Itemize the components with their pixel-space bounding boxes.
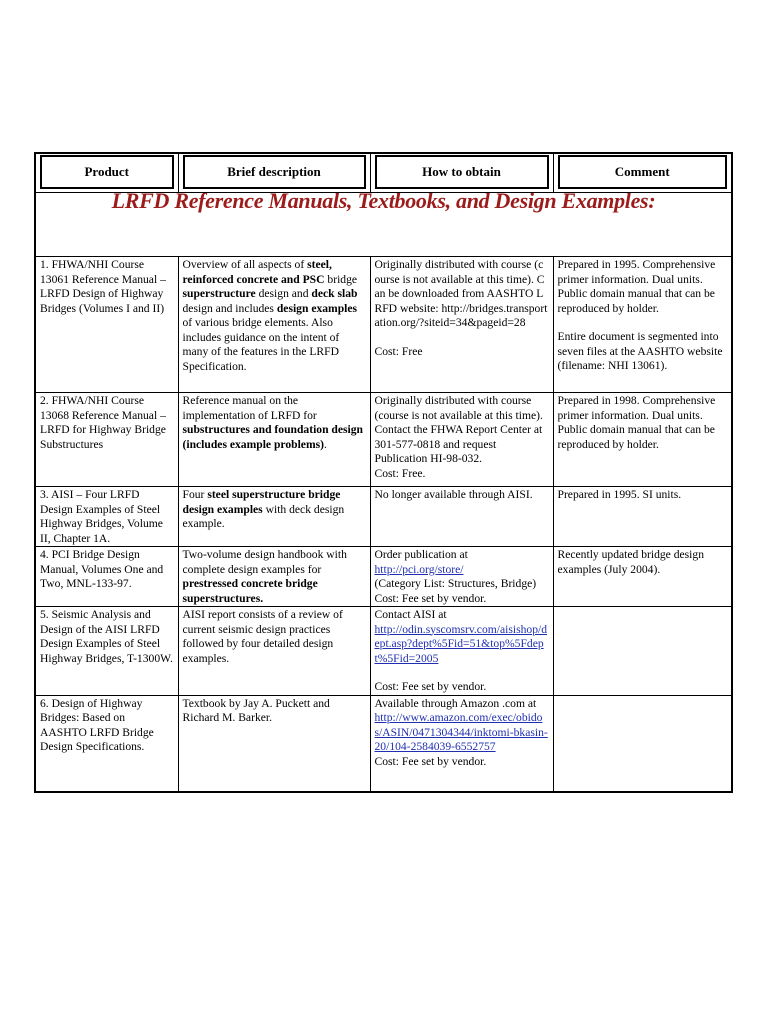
description-text: design and [255, 287, 312, 300]
header-how-to-obtain: How to obtain [370, 153, 553, 193]
product-cell: 4. PCI Bridge Design Manual, Volumes One and Two, MNL-133-97. [35, 547, 178, 607]
obtain-category: (Category List: Structures, Bridge) [374, 577, 537, 590]
cost-text: Cost: Free. [374, 466, 426, 480]
header-product: Product [35, 153, 178, 193]
section-row [35, 193, 732, 257]
description-text: . [324, 437, 327, 451]
pci-store-link[interactable]: http://pci.org/store/ [374, 562, 464, 576]
obtain-text: Originally distributed with course (course is not available at this time). Can be downloaded from AASHTO LRFD website: http://bridges.transportation.org/?siteid=34&pageid=28 [374, 258, 548, 329]
comment-cell: Recently updated bridge design examples (July 2004). [553, 547, 732, 607]
description-cell [178, 393, 370, 487]
description-cell [178, 695, 370, 792]
obtain-cell [370, 607, 553, 696]
description-text: with deck design example. [182, 502, 345, 530]
cost-text: Cost: Fee set by vendor. [374, 591, 487, 605]
description-cell [178, 487, 370, 547]
description-bold-text: design examples [276, 301, 358, 315]
description-bold-text: superstructure [182, 287, 256, 300]
table-row [35, 257, 732, 393]
description-text: AISI report consists of a review of current seismic design practices followed by four detailed design examples. [182, 608, 343, 665]
table-row [35, 393, 732, 487]
table-row [35, 487, 732, 547]
header-row [35, 153, 732, 193]
comment-text: Prepared in 1995. Comprehensive primer information. Dual units. Public domain manual that can be reproduced by holder. [557, 258, 716, 315]
aisi-shop-link[interactable]: http://odin.syscomsrv.com/aisishop/dept.asp?dept%5Fid=51&top%5Fdept%5Fid=2005 [374, 622, 548, 665]
description-text: Overview of all aspects of [182, 258, 308, 271]
cost-text: Cost: Free [374, 344, 423, 358]
header-brief-description: Brief description [178, 153, 370, 193]
comment-cell [553, 695, 732, 792]
comment-cell [553, 607, 732, 696]
obtain-text: Contact AISI at [374, 608, 447, 621]
obtain-cell [370, 695, 553, 792]
obtain-cell [370, 393, 553, 487]
amazon-link[interactable]: http://www.amazon.com/exec/obidos/ASIN/0471304344/inktomi-bkasin-20/104-2584039-6552757 [374, 711, 548, 753]
description-text: of various bridge elements. Also includes guidance on the intent of many of the features in the LRFD Specification. [182, 316, 340, 373]
description-cell [178, 257, 370, 393]
product-cell: 5. Seismic Analysis and Design of the AISI LRFD Design Examples of Steel Highway Bridges, T-1300W. [35, 607, 178, 696]
obtain-text: Originally distributed with course (course is not available at this time). Contact the FHWA Report Center at 301-577-0818 and request Publication HI-98-032. [374, 394, 543, 465]
description-text: Four [182, 488, 208, 501]
description-bold-text: deck slab [311, 287, 358, 300]
obtain-text: Available through Amazon .com at [374, 696, 537, 710]
description-cell [178, 607, 370, 696]
table-row [35, 607, 732, 696]
product-cell: 6. Design of Highway Bridges: Based on AASHTO LRFD Bridge Design Specifications. [35, 695, 178, 792]
comment-cell: Prepared in 1998. Comprehensive primer information. Dual units. Public domain manual that can be reproduced by holder. [553, 393, 732, 487]
description-text: Reference manual on the implementation of LRFD for [182, 394, 317, 422]
description-cell [178, 547, 370, 607]
comment-cell [553, 257, 732, 393]
comment-note: Entire document is segmented into seven files at the AASHTO website (filename: NHI 13061). [557, 330, 723, 372]
section-heading-cell [35, 193, 732, 257]
obtain-cell [370, 547, 553, 607]
table-row [35, 547, 732, 607]
obtain-text: Order publication at [374, 548, 468, 561]
product-cell: 2. FHWA/NHI Course 13068 Reference Manual – LRFD for Highway Bridge Substructures [35, 393, 178, 487]
description-bold-text: steel superstructure bridge design examples [182, 488, 341, 516]
cost-text: Cost: Fee set by vendor. [374, 680, 487, 693]
obtain-cell: No longer available through AISI. [370, 487, 553, 547]
description-text: design and includes [182, 301, 277, 315]
section-title-colon: : [648, 192, 656, 213]
description-text: Textbook by Jay A. Puckett and Richard M. Barker. [182, 696, 330, 724]
product-cell: 1. FHWA/NHI Course 13061 Reference Manual – LRFD Design of Highway Bridges (Volumes I and II) [35, 257, 178, 393]
description-bold-text: prestressed concrete bridge superstructures. [182, 577, 318, 605]
header-comment: Comment [553, 153, 732, 193]
description-bold-text: steel, reinforced concrete and PSC [182, 258, 332, 286]
table-row [35, 695, 732, 792]
section-title: LRFD Reference Manuals, Textbooks, and Design Examples [111, 192, 649, 213]
description-text: Two-volume design handbook with complete design examples for [182, 548, 347, 576]
obtain-cell [370, 257, 553, 393]
product-cell: 3. AISI – Four LRFD Design Examples of Steel Highway Bridges, Volume II, Chapter 1A. [35, 487, 178, 547]
cost-text: Cost: Fee set by vendor. [374, 754, 487, 768]
reference-table [34, 152, 733, 793]
comment-cell: Prepared in 1995. SI units. [553, 487, 732, 547]
description-bold-text: substructures and foundation design (includes example problems) [182, 423, 364, 451]
description-text: bridge [324, 272, 358, 286]
